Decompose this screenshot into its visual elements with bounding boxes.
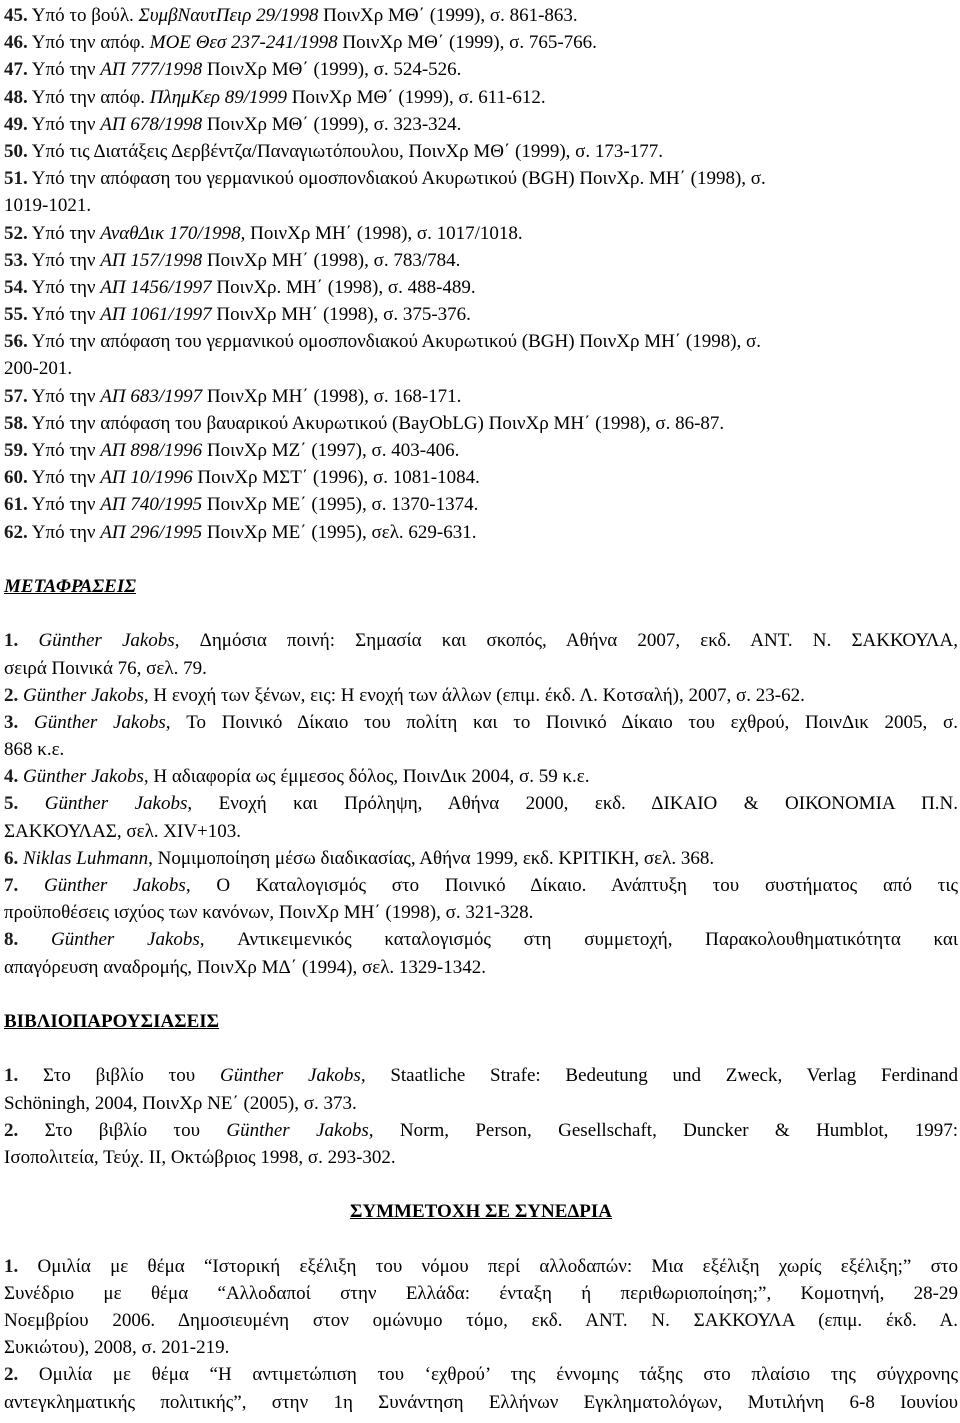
spacer (4, 1035, 958, 1062)
item-number: 60. (4, 467, 28, 489)
item-text: , Το Ποινικό Δίκαιο του πολίτη και το Ποινικό Δίκαιο του εχθρού, ΠοινΔικ 2005, σ. (165, 711, 958, 733)
item-text: Υπό την (31, 440, 101, 461)
item-citation: ΠοινΧρ. ΜΗ΄ (1998), σ. 488-489. (211, 276, 476, 298)
item-text: Staatliche Strafe: Bedeutung und Zweck, Verlag Ferdinand (365, 1065, 959, 1087)
item-citation: ΠοινΧρ ΜΖ΄ (1997), σ. 403-406. (202, 440, 460, 461)
author-name: Günther Jakobs (50, 929, 200, 951)
decision-item (4, 111, 958, 138)
item-text: Υπό τις Διατάξεις Δερβέντζα/Παναγιωτόπουλου, ΠοινΧρ ΜΘ΄ (1999), σ. 173-177. (31, 140, 663, 162)
translation-item (4, 872, 958, 899)
item-text: Υπό την απόφαση του γερμανικού ομοσπονδιακού Ακυρωτικού (BGH) ΠοινΧρ. ΜΗ΄ (1998), σ. (31, 168, 766, 190)
conference-item (4, 1389, 958, 1416)
item-citation: ΠοινΧρ ΜΘ΄ (1999), σ. 524-526. (202, 59, 462, 81)
case-reference: ΑΠ 10/1996 (100, 467, 193, 489)
case-reference: ΑναθΔικ 170/1998 (100, 222, 241, 244)
item-number: 8. (4, 929, 19, 951)
decision-item (4, 84, 958, 111)
item-number: 51. (4, 168, 28, 190)
decision-item (4, 464, 958, 491)
author-name: Günther Jakobs, (226, 1119, 374, 1141)
author-name: Günther Jakobs (23, 766, 144, 788)
item-text: Υπό την (31, 222, 101, 244)
item-number: 1. (4, 1255, 19, 1277)
item-text: 1019-1021. (4, 195, 92, 217)
item-text: Συνέδριο με θέμα “Αλλοδαποί στην Ελλάδα: ένταξη ή περιθωριοποίηση;”, Κομοτηνή, 28-29 (4, 1282, 958, 1304)
item-text: Υπό την (31, 304, 101, 326)
case-reference: ΑΠ 157/1998 (100, 249, 203, 271)
conferences-list (4, 1253, 958, 1416)
conference-item (4, 1361, 958, 1388)
item-text: Νοεμβρίου 2006. Δημοσιευμένη στον ομώνυμο τόμο, εκδ. ΑΝΤ. Ν. ΣΑΚΚΟΥΛΑ (επιμ. έκδ. Α. (4, 1310, 958, 1331)
section-heading-translations: ΜΕΤΑΦΡΑΣΕΙΣ (4, 575, 136, 597)
reviews-list (4, 1062, 958, 1171)
item-text: Schöningh, 2004, ΠοινΧρ ΝΕ΄ (2005), σ. 373. (4, 1092, 357, 1114)
item-number: 54. (4, 276, 28, 298)
decision-item (4, 2, 958, 29)
conference-item (4, 1253, 958, 1280)
item-citation: ΠοινΧρ ΜΗ΄ (1998), σ. 783/784. (202, 249, 461, 271)
translation-item (4, 954, 958, 981)
case-reference: ΑΠ 777/1998 (100, 59, 203, 81)
translation-item (4, 845, 958, 872)
item-text: , Ενοχή και Πρόληψη, Αθήνα 2000, εκδ. ΔΙΚΑΙΟ & ΟΙΚΟΝΟΜΙΑ Π.Ν. (187, 793, 959, 815)
item-text: Υπό την (31, 59, 101, 81)
spacer (4, 600, 958, 627)
item-number: 58. (4, 412, 28, 434)
item-citation: ΠοινΧρ ΜΘ΄ (1999), σ. 323-324. (202, 113, 462, 135)
case-reference: ΠλημΚερ 89/1999 (149, 86, 288, 108)
spacer (4, 1225, 958, 1252)
case-reference: ΑΠ 1061/1997 (100, 304, 212, 326)
item-citation: ΠοινΧρ ΜΘ΄ (1999), σ. 765-766. (337, 32, 597, 54)
item-citation: ΠοινΧρ ΜΘ΄ (1999), σ. 611-612. (287, 86, 546, 108)
translations-list (4, 627, 958, 980)
item-citation: ΠοινΧρ ΜΣΤ΄ (1996), σ. 1081-1084. (192, 467, 480, 489)
decision-item (4, 165, 958, 192)
translation-item (4, 682, 958, 709)
item-number: 57. (4, 385, 28, 407)
translation-item (4, 709, 958, 736)
section-heading-reviews: ΒΙΒΛΙΟΠΑΡΟΥΣΙΑΣΕΙΣ (4, 1010, 220, 1032)
item-number: 62. (4, 521, 28, 543)
item-citation: ΠοινΧρ ΜΗ΄ (1998), σ. 168-171. (202, 385, 462, 407)
item-number: 52. (4, 222, 28, 244)
case-reference: ΜΟΕ Θεσ 237-241/1998 (149, 32, 338, 54)
item-text: Ομιλία με θέμα “Ιστορική εξέλιξη του νόμου περί αλλοδαπών: Μια εξέλιξη χωρίς εξέλιξη;” στο (18, 1255, 958, 1277)
item-text: Υπό την απόφ. (31, 86, 150, 108)
item-text: Υπό την (31, 249, 101, 271)
decision-item-continued (4, 355, 958, 382)
conference-item (4, 1334, 958, 1361)
item-text: Υπό την απόφαση του γερμανικού ομοσπονδιακού Ακυρωτικού (BGH) ΠοινΧρ ΜΗ΄ (1998), σ. (31, 331, 762, 353)
author-name: Günther Jakobs (38, 630, 175, 652)
item-text: Συκιώτου), 2008, σ. 201-219. (4, 1337, 230, 1359)
decision-item (4, 519, 958, 546)
decision-item-continued (4, 192, 958, 219)
spacer (4, 1171, 958, 1198)
item-text: απαγόρευση αναδρομής, ΠοινΧρ ΜΔ΄ (1994), σελ. 1329-1342. (4, 956, 487, 978)
decision-item (4, 29, 958, 56)
translation-item (4, 899, 958, 926)
decisions-list (4, 2, 958, 546)
decision-item (4, 491, 958, 518)
translation-item (4, 926, 958, 953)
case-reference: ΑΠ 296/1995 (100, 521, 203, 543)
item-number: 1. (4, 630, 19, 652)
item-text: Υπό την (31, 494, 101, 516)
item-number: 2. (4, 684, 19, 706)
item-text: , Νομιμοποίηση μέσω διαδικασίας, Αθήνα 1999, εκδ. ΚΡΙΤΙΚΗ, σελ. 368. (148, 847, 715, 869)
decision-item (4, 383, 958, 410)
item-text: 868 κ.ε. (4, 739, 65, 761)
decision-item (4, 301, 958, 328)
item-number: 3. (4, 711, 19, 733)
item-text: ΣΑΚΚΟΥΛΑΣ, σελ. XIV+103. (4, 820, 242, 842)
item-number: 53. (4, 249, 28, 271)
item-text: , Ο Καταλογισμός στο Ποινικό Δίκαιο. Ανάπτυξη του συστήματος από τις (185, 875, 959, 896)
item-text: προϋποθέσεις ισχύος των κανόνων, ΠοινΧρ ΜΗ΄ (1998), σ. 321-328. (4, 902, 534, 924)
item-text: , Η ενοχή των ξένων, εις: Η ενοχή των άλλων (επιμ. έκδ. Λ. Κοτσαλή), 2007, σ. 23-62. (143, 684, 805, 706)
item-number: 55. (4, 304, 28, 326)
item-text: 200-201. (4, 358, 73, 380)
decision-item (4, 220, 958, 247)
document-page (4, 2, 958, 1416)
item-number: 1. (4, 1065, 19, 1087)
item-number: 61. (4, 494, 28, 516)
review-item (4, 1090, 958, 1117)
item-text: , Αντικειμενικός καταλογισμός στη συμμετοχή, Παρακολουθηματικότητα και (199, 929, 958, 951)
decision-item (4, 56, 958, 83)
item-number: 46. (4, 32, 28, 54)
author-name: Günther Jakobs (44, 875, 186, 896)
item-text: Υπό την (31, 467, 101, 489)
author-name: Günther Jakobs, (219, 1065, 366, 1087)
item-number: 45. (4, 5, 28, 26)
translation-item (4, 627, 958, 654)
review-item (4, 1144, 958, 1171)
case-reference: ΑΠ 740/1995 (100, 494, 203, 516)
item-text: σειρά Ποινικά 76, σελ. 79. (4, 657, 207, 679)
item-citation: ΠοινΧρ ΜΕ΄ (1995), σελ. 629-631. (202, 521, 477, 543)
item-text: Υπό την (31, 385, 101, 407)
item-text: Στο βιβλίο του (18, 1065, 220, 1087)
item-text: Υπό την (31, 276, 101, 298)
author-name: Niklas Luhmann (23, 847, 149, 869)
translation-item (4, 736, 958, 763)
decision-item (4, 274, 958, 301)
item-number: 7. (4, 875, 19, 896)
item-number: 2. (4, 1364, 19, 1386)
translation-item (4, 655, 958, 682)
item-number: 6. (4, 847, 19, 869)
item-citation: ΠοινΧρ ΜΗ΄ (1998), σ. 375-376. (211, 304, 471, 326)
author-name: Günther Jakobs (44, 793, 188, 815)
spacer (4, 981, 958, 1008)
item-text: αντεγκληματικής πολιτικής”, στην 1η Συνάντηση Ελλήνων Εγκληματολόγων, Μυτιλήνη 6-8 Ιουνίου (4, 1391, 958, 1413)
item-text: Υπό το βούλ. (31, 5, 139, 26)
case-reference: ΑΠ 678/1998 (100, 113, 203, 135)
translation-item (4, 763, 958, 790)
item-text: , Η αδιαφορία ως έμμεσος δόλος, ΠοινΔικ 2004, σ. 59 κ.ε. (143, 766, 590, 788)
case-reference: ΑΠ 898/1996 (100, 440, 203, 461)
item-text: Ισοπολιτεία, Τεύχ. ΙΙ, Οκτώβριος 1998, σ. 293-302. (4, 1146, 396, 1168)
item-number: 2. (4, 1119, 19, 1141)
item-number: 50. (4, 140, 28, 162)
decision-item (4, 138, 958, 165)
conference-item (4, 1280, 958, 1307)
case-reference: ΑΠ 1456/1997 (100, 276, 212, 298)
decision-item (4, 437, 958, 464)
item-number: 49. (4, 113, 28, 135)
item-text: Υπό την (31, 521, 101, 543)
item-text: Υπό την (31, 113, 101, 135)
item-text: Στο βιβλίο του (18, 1119, 227, 1141)
item-number: 5. (4, 793, 19, 815)
spacer (4, 546, 958, 573)
item-text: Υπό την απόφαση του βαυαρικού Ακυρωτικού (BayObLG) ΠοινΧρ ΜΗ΄ (1998), σ. 86-87. (31, 412, 725, 434)
decision-item (4, 328, 958, 355)
review-item (4, 1062, 958, 1089)
item-text: Υπό την απόφ. (31, 32, 150, 54)
decision-item (4, 410, 958, 437)
item-text: Ομιλία με θέμα “Η αντιμετώπιση του ‘εχθρού’ της έννομης τάξης στο πλαίσιο της σύγχρονης (18, 1364, 958, 1386)
case-reference: ΑΠ 683/1997 (100, 385, 203, 407)
author-name: Günther Jakobs (23, 684, 144, 706)
translation-item (4, 790, 958, 817)
item-number: 48. (4, 86, 28, 108)
item-number: 47. (4, 59, 28, 81)
item-text: , Δημόσια ποινή: Σημασία και σκοπός, Αθήνα 2007, εκδ. ΑΝΤ. Ν. ΣΑΚΚΟΥΛΑ, (174, 630, 959, 652)
translation-item (4, 818, 958, 845)
item-citation: ΠοινΧρ ΜΘ΄ (1999), σ. 861-863. (318, 5, 578, 26)
item-number: 4. (4, 766, 19, 788)
review-item (4, 1117, 958, 1144)
item-text: Norm, Person, Gesellschaft, Duncker & Humblot, 1997: (373, 1119, 959, 1141)
item-number: 56. (4, 331, 28, 353)
item-citation: , ΠοινΧρ ΜΗ΄ (1998), σ. 1017/1018. (240, 222, 523, 244)
case-reference: ΣυμβΝαυτΠειρ 29/1998 (138, 5, 319, 26)
author-name: Günther Jakobs (33, 711, 166, 733)
item-citation: ΠοινΧρ ΜΕ΄ (1995), σ. 1370-1374. (202, 494, 479, 516)
decision-item (4, 247, 958, 274)
item-number: 59. (4, 440, 28, 461)
section-heading-conferences: ΣΥΜΜΕΤΟΧΗ ΣΕ ΣΥΝΕΔΡΙΑ (349, 1201, 613, 1223)
conference-item (4, 1307, 958, 1334)
